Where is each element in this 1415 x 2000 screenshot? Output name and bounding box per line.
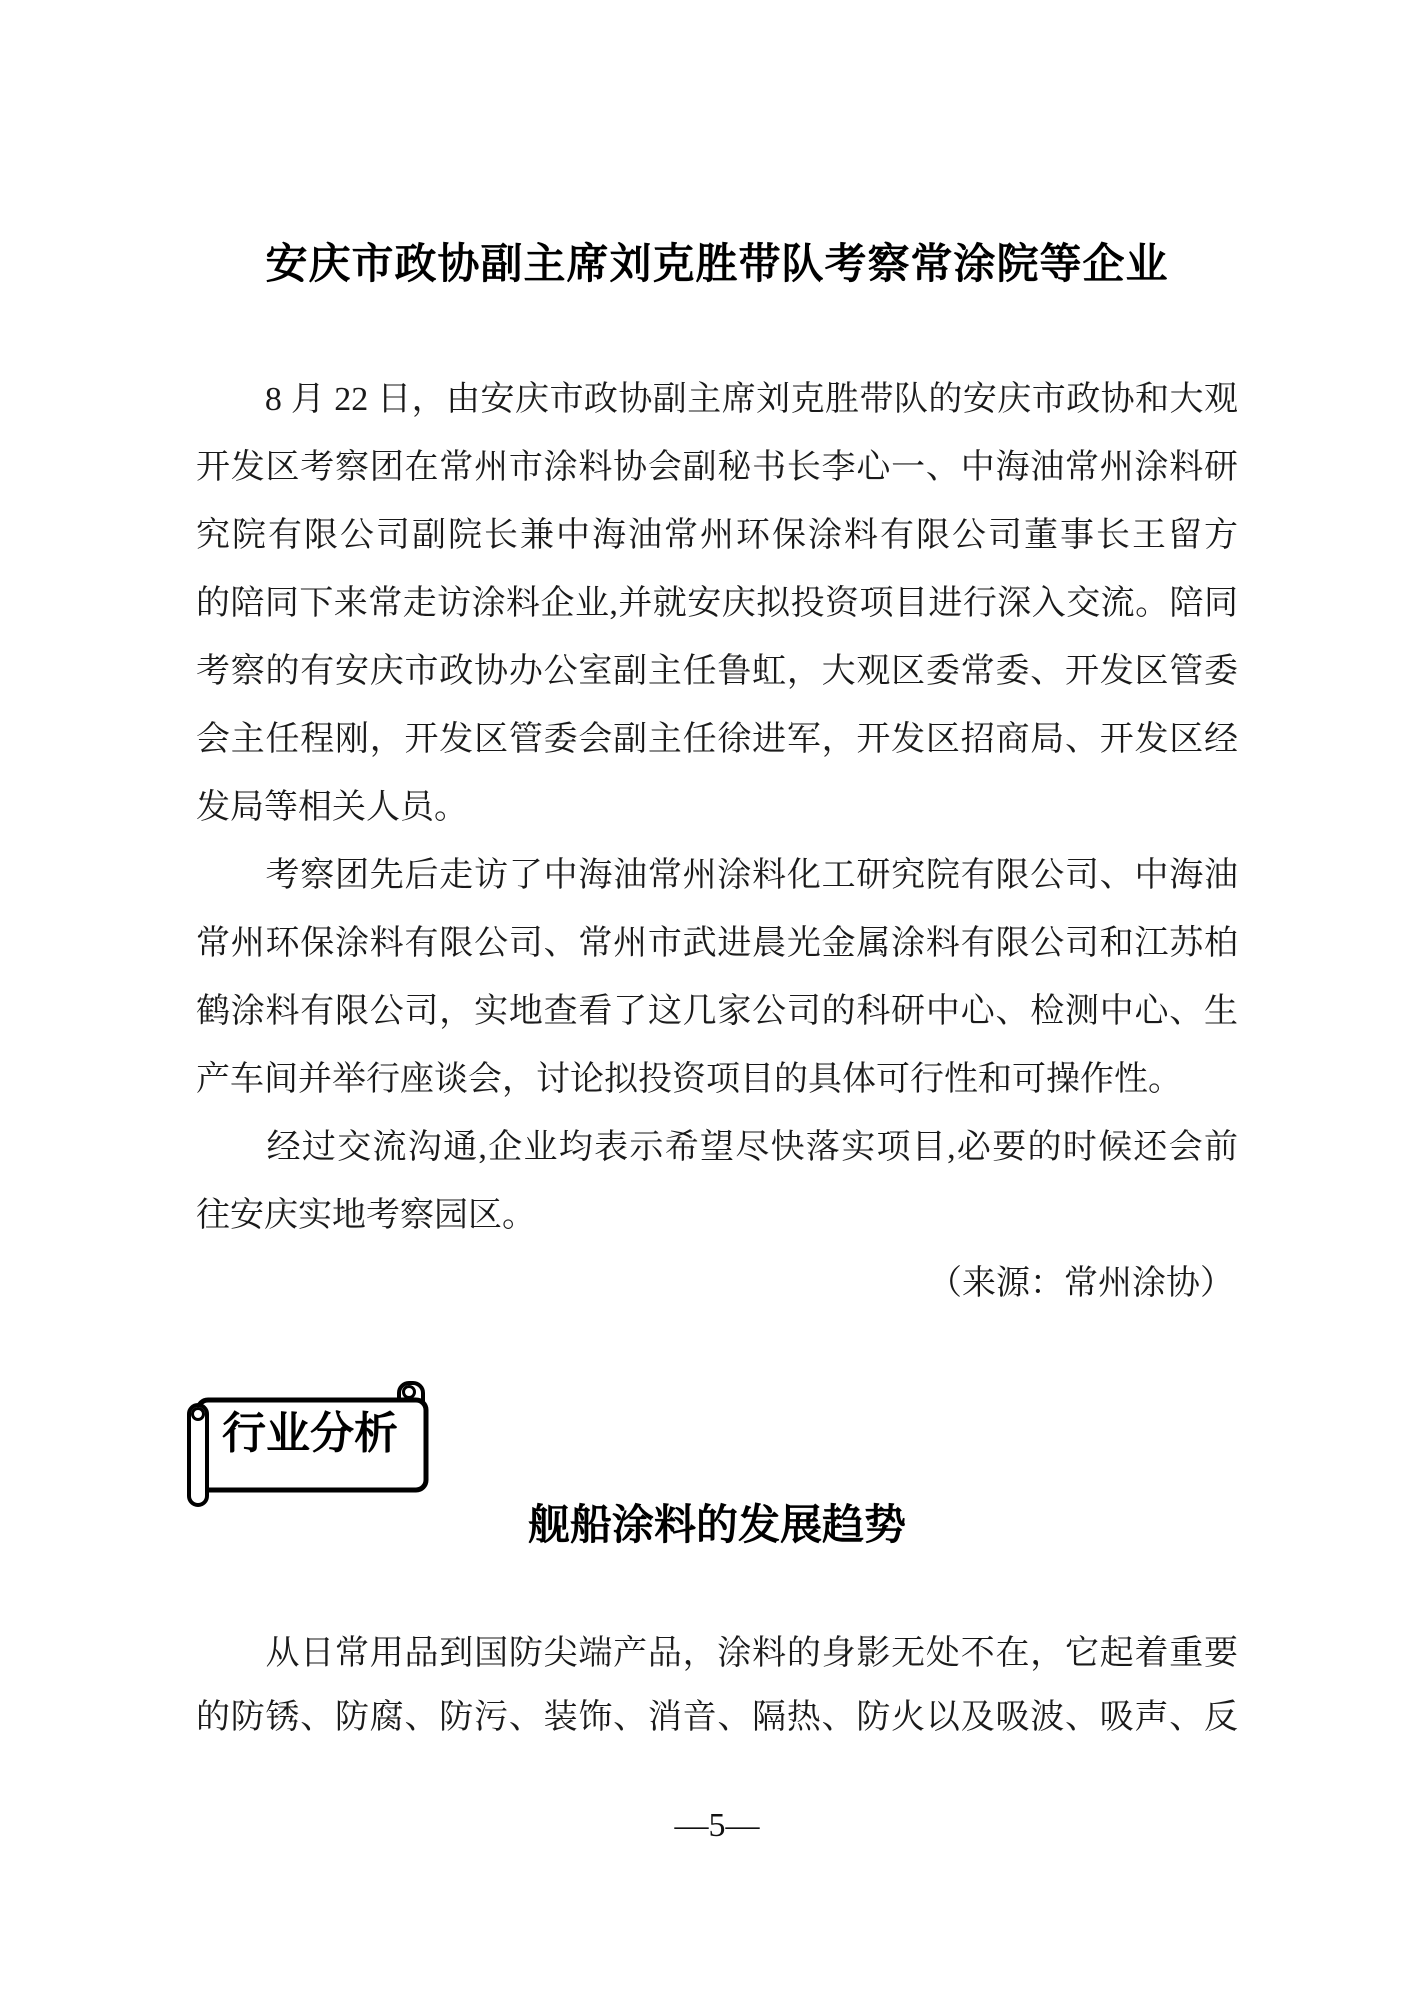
paragraph-3-line-2: 往安庆实地考察园区。 xyxy=(196,1197,536,1234)
paragraph-3-line-1: 经过交流沟通,企业均表示希望尽快落实项目,必要的时候还会前 xyxy=(196,1129,1238,1166)
paragraph-1-line-1: 8 月 22 日，由安庆市政协副主席刘克胜带队的安庆市政协和大观 xyxy=(196,381,1238,418)
section-paragraph-line-1: 从日常用品到国防尖端产品，涂料的身影无处不在，它起着重要 xyxy=(196,1635,1238,1672)
section-banner-label: 行业分析 xyxy=(222,1409,398,1458)
paragraph-2-line-1: 考察团先后走访了中海油常州涂料化工研究院有限公司、中海油 xyxy=(196,857,1238,894)
section-body xyxy=(196,1622,1238,1750)
paragraph-1-line-3: 究院有限公司副院长兼中海油常州环保涂料有限公司董事长王留方 xyxy=(196,517,1238,554)
paragraph-2-line-3: 鹤涂料有限公司，实地查看了这几家公司的科研中心、检测中心、生 xyxy=(196,993,1238,1030)
paragraph-1-line-7: 发局等相关人员。 xyxy=(196,789,468,826)
paragraph-2-line-2: 常州环保涂料有限公司、常州市武进晨光金属涂料有限公司和江苏柏 xyxy=(196,925,1238,962)
section-paragraph-line-2: 的防锈、防腐、防污、装饰、消音、隔热、防火以及吸波、吸声、反 xyxy=(196,1699,1238,1736)
section-banner xyxy=(185,1376,435,1508)
source-attribution: （来源：常州涂协） xyxy=(928,1265,1234,1302)
paragraph-1-line-5: 考察的有安庆市政协办公室副主任鲁虹，大观区委常委、开发区管委 xyxy=(196,653,1238,690)
paragraph-1-line-6: 会主任程刚，开发区管委会副主任徐进军，开发区招商局、开发区经 xyxy=(196,721,1238,758)
paragraph-2-line-4: 产车间并举行座谈会，讨论拟投资项目的具体可行性和可操作性。 xyxy=(196,1061,1182,1098)
article-body xyxy=(196,366,1238,1318)
paragraph-1-line-4: 的陪同下来常走访涂料企业,并就安庆拟投资项目进行深入交流。陪同 xyxy=(196,585,1238,622)
paragraph-1-line-2: 开发区考察团在常州市涂料协会副秘书长李心一、中海油常州涂料研 xyxy=(196,449,1238,486)
section-subtitle: 舰船涂料的发展趋势 xyxy=(527,1501,906,1548)
page-number: —5— xyxy=(674,1807,760,1844)
article-title: 安庆市政协副主席刘克胜带队考察常涂院等企业 xyxy=(265,240,1169,287)
